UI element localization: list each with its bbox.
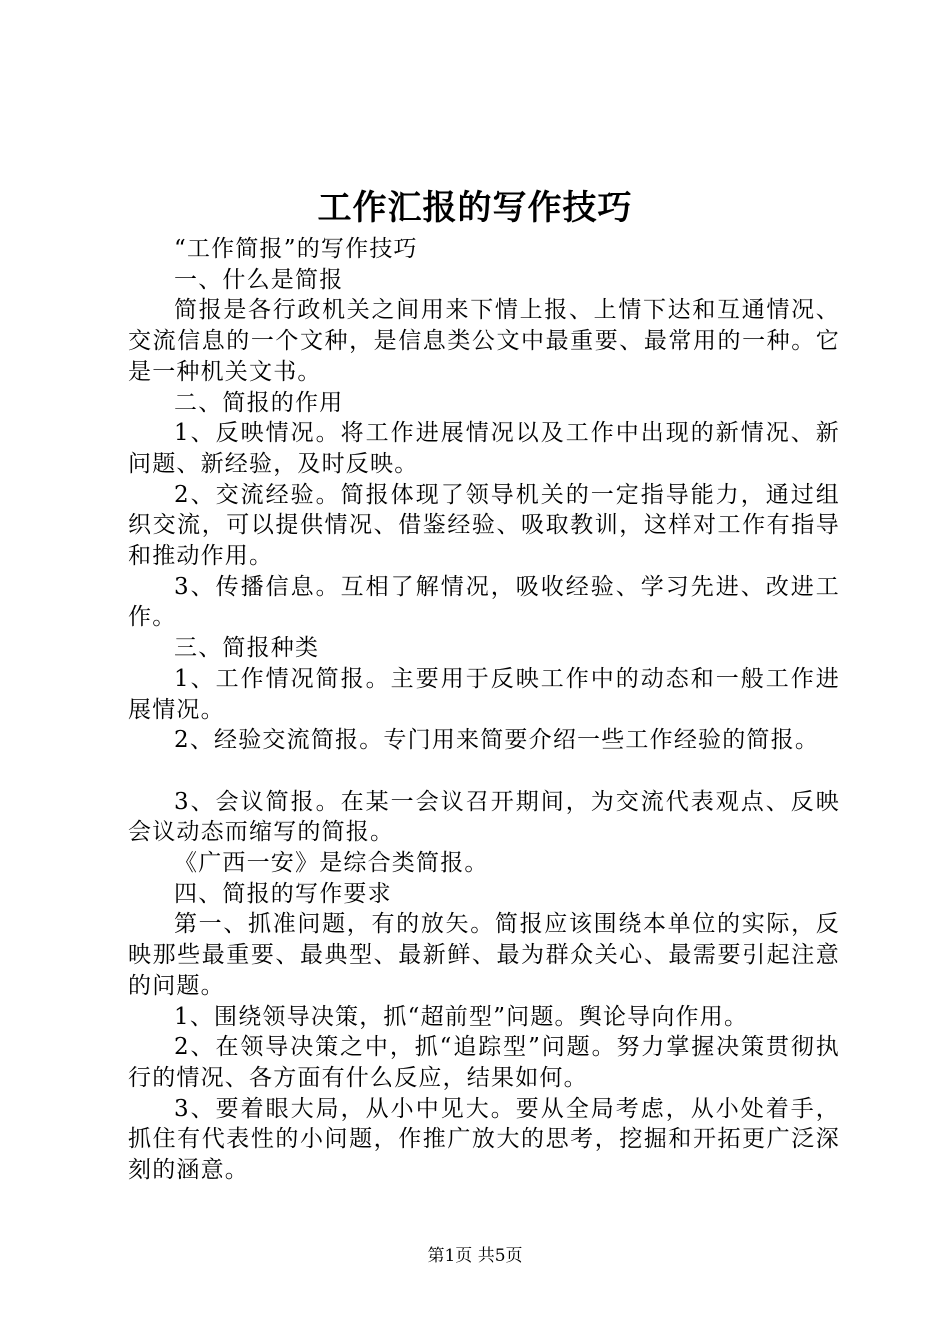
page-indicator: 第1页 共5页	[427, 1246, 523, 1266]
paragraph: 2、交流经验。简报体现了领导机关的一定指导能力，通过组织交流，可以提供情况、借鉴经验、吸取教训，这样对工作有指导和推动作用。	[128, 481, 840, 570]
paragraph: 《广西一安》是综合类简报。	[174, 850, 489, 877]
paragraph: 3、要着眼大局，从小中见大。要从全局考虑，从小处着手，抓住有代表性的小问题，作推广放大的思考，挖掘和开拓更广泛深刻的涵意。	[128, 1095, 840, 1184]
paragraph-heading-1: 一、什么是简报	[174, 266, 344, 293]
paragraph: 3、传播信息。互相了解情况，吸收经验、学习先进、改进工作。	[128, 573, 840, 631]
paragraph-subtitle: “工作简报”的写作技巧	[174, 236, 418, 262]
paragraph: 3、会议简报。在某一会议召开期间，为交流代表观点、反映会议动态而缩写的简报。	[128, 788, 840, 846]
paragraph: 简报是各行政机关之间用来下情上报、上情下达和互通情况、交流信息的一个文种，是信息类公文中最重要、最常用的一种。它是一种机关文书。	[128, 297, 840, 385]
paragraph: 2、在领导决策之中，抓“追踪型”问题。努力掌握决策贯彻执行的情况、各方面有什么反应，结果如何。	[128, 1034, 840, 1091]
paragraph: 1、反映情况。将工作进展情况以及工作中出现的新情况、新问题、新经验，及时反映。	[128, 420, 840, 477]
paragraph-heading-3: 三、简报种类	[174, 635, 320, 662]
document-title: 工作汇报的写作技巧	[317, 188, 633, 228]
paragraph: 1、工作情况简报。主要用于反映工作中的动态和一般工作进展情况。	[128, 665, 840, 723]
paragraph: 2、经验交流简报。专门用来简要介绍一些工作经验的简报。	[174, 727, 820, 754]
paragraph: 第一、抓准问题，有的放矢。简报应该围绕本单位的实际，反映那些最重要、最典型、最新鲜、最为群众关心、最需要引起注意的问题。	[128, 911, 840, 999]
document-body	[128, 234, 840, 1186]
paragraph-heading-2: 二、简报的作用	[174, 389, 344, 416]
paragraph-heading-4: 四、简报的写作要求	[174, 880, 392, 907]
paragraph: 1、围绕领导决策，抓“超前型”问题。舆论导向作用。	[174, 1003, 749, 1030]
